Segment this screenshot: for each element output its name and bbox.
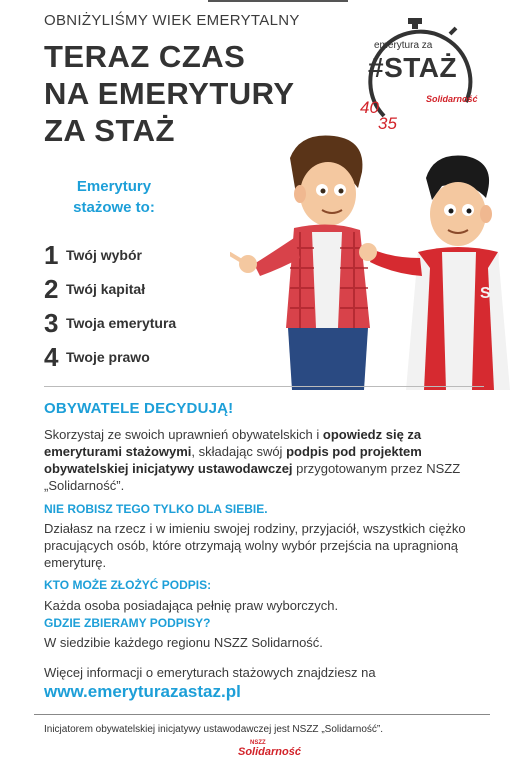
p1-text-b: , składając swój — [191, 444, 287, 459]
headline-line-2: NA EMERYTURY — [44, 76, 295, 111]
footer-logo-nszz: NSZZ — [250, 740, 266, 746]
list-text: Twój kapitał — [66, 281, 146, 297]
section-title: OBYWATELE DECYDUJĄ! — [44, 400, 234, 417]
logo-top-label: emerytura za — [374, 40, 433, 51]
headline-line-1: TERAZ CZAS — [44, 39, 246, 74]
website-link[interactable]: www.emeryturazastaz.pl — [44, 682, 241, 701]
list-number: 4 — [44, 341, 59, 372]
list-item — [44, 340, 176, 374]
top-rule — [208, 0, 348, 2]
paragraph-main — [44, 426, 474, 494]
list-text: Twoje prawo — [66, 349, 150, 365]
list-number: 2 — [44, 273, 59, 304]
list-item — [44, 238, 176, 272]
list-text: Twój wybór — [66, 247, 142, 263]
intro-heading — [44, 176, 184, 218]
benefits-list — [44, 238, 176, 374]
solidarnosc-logo: Solidarność — [426, 94, 478, 104]
intro-line-2: stażowe to: — [73, 199, 155, 216]
kicker: OBNIŻYLIŚMY WIEK EMERYTALNY — [44, 12, 300, 29]
p1-text-c: przygotowanym przez NSZZ „Solidarność”. — [44, 461, 461, 493]
logo-years-35: 35 — [378, 114, 397, 133]
campaign-logo — [356, 18, 478, 140]
svg-text:S: S — [480, 285, 491, 302]
footer-logo-name: Solidarność — [238, 746, 301, 758]
divider — [44, 386, 484, 387]
logo-hashtag: #STAŻ — [368, 52, 458, 83]
cartoon-characters-illustration — [230, 128, 510, 390]
footer-divider — [34, 714, 490, 715]
paragraph-where-signatures: W siedzibie każdego regionu NSZZ Solidarność. — [44, 635, 323, 650]
headline-line-3: ZA STAŻ — [44, 113, 175, 148]
logo-years-40: 40 — [360, 98, 379, 117]
subheading-not-only-for-you: NIE ROBISZ TEGO TYLKO DLA SIEBIE. — [44, 502, 268, 516]
paragraph-family: Działasz na rzecz i w imieniu swojej rodziny, przyjaciół, wszystkich ciężko pracujących osób, które otrzymają wolny wybór przejścia na upragnioną emeryturę. — [44, 521, 466, 570]
list-text: Twoja emerytura — [66, 315, 177, 331]
p1-bold-b: podpis pod projektem obywatelskiej inicjatywy ustawodawczej — [44, 444, 422, 476]
intro-line-1: Emerytury — [76, 178, 152, 195]
list-item — [44, 272, 176, 306]
footer-text: Inicjatorem obywatelskiej inicjatywy ustawodawczej jest NSZZ „Solidarność”. — [44, 724, 384, 735]
list-number: 3 — [44, 307, 59, 338]
more-info-text: Więcej informacji o emeryturach stażowych znajdziesz na — [44, 665, 376, 680]
subheading-who-can-sign: KTO MOŻE ZŁOŻYĆ PODPIS: — [44, 578, 212, 592]
list-number: 1 — [44, 239, 59, 270]
list-item — [44, 306, 176, 340]
p1-bold-a: opowiedz się za emeryturami stażowymi — [44, 427, 422, 459]
p1-text-a: Skorzystaj ze swoich uprawnień obywatelskich i — [44, 427, 323, 442]
footer-solidarnosc-logo — [238, 740, 301, 764]
subheading-where-signatures: GDZIE ZBIERAMY PODPISY? — [44, 616, 211, 630]
paragraph-who-can-sign: Każda osoba posiadająca pełnię praw wyborczych. — [44, 598, 339, 613]
